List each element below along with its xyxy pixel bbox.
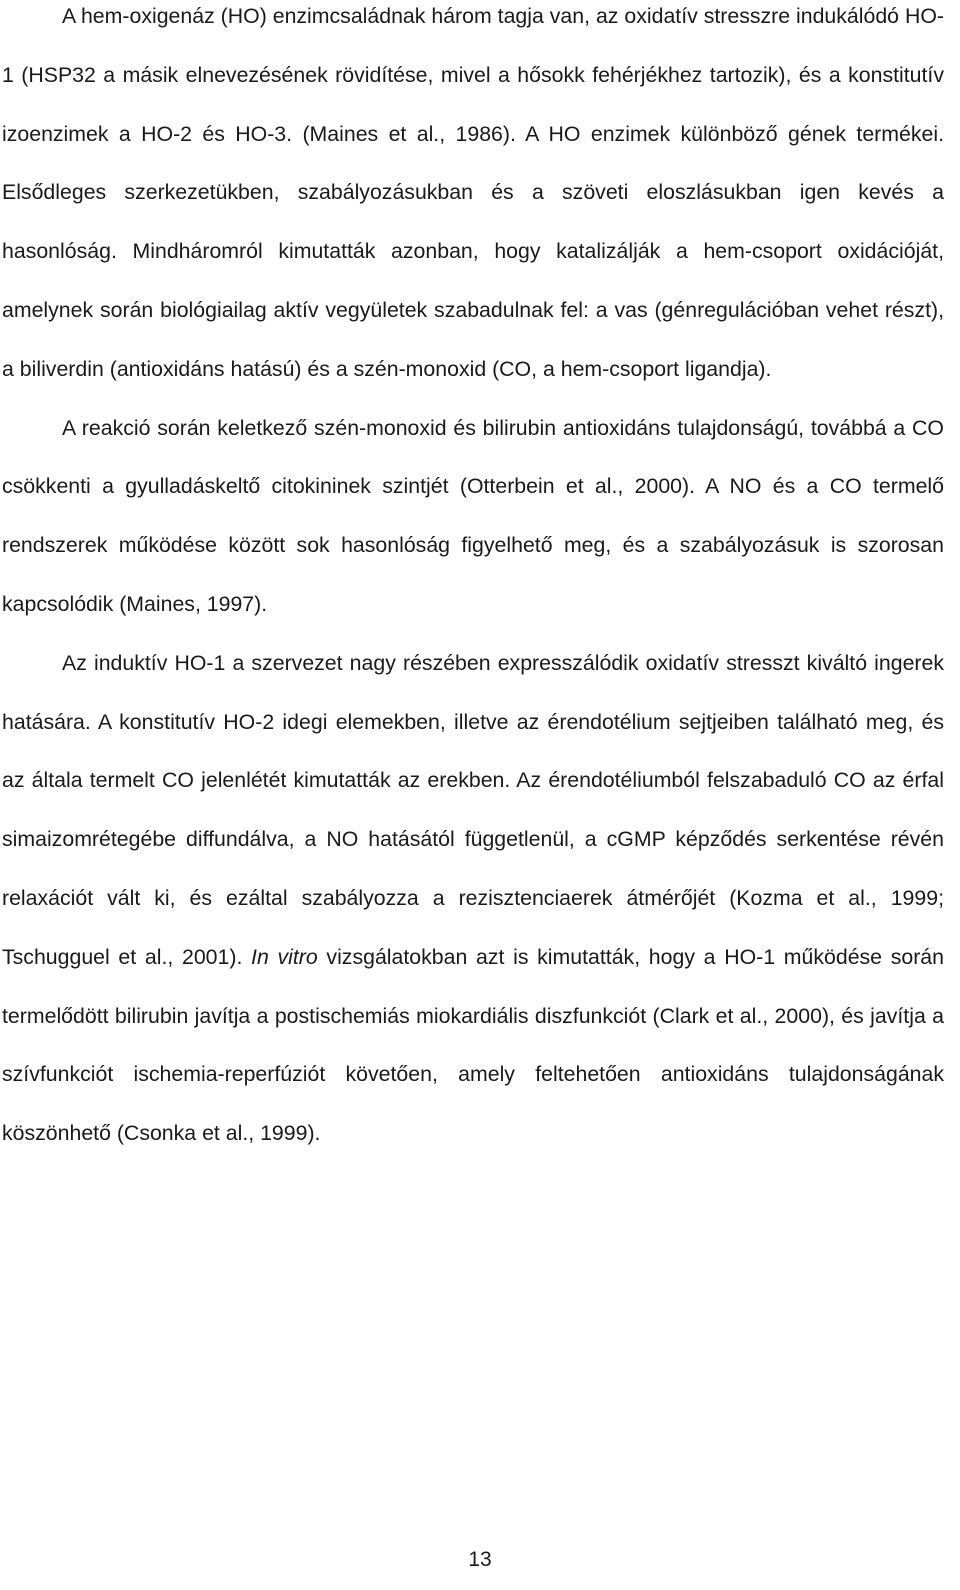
italic-term: In vitro bbox=[251, 944, 318, 969]
paragraph-text-segment: vizsgálatokban azt is kimutatták, hogy a HO-1 működése során termelődött bilirubin javítja a postischemiás miokardiális diszfunkciót (Clark et al., 2000), és javítja a szívfunkciót ischemia-reperfúziót követően, amely feltehetően antioxidáns tulajdonságának köszönhető (Csonka et al., 1999). bbox=[2, 944, 944, 1146]
paragraph-text-segment: Az induktív HO-1 a szervezet nagy részében expresszálódik oxidatív stresszt kiváltó ingerek hatására. A konstitutív HO-2 idegi elemekben, illetve az érendotélium sejtjeiben található meg, és az általa termelt CO jelenlétét kimutatták az erekben. Az érendotéliumból felszabaduló CO az érfal simaizomrétegébe diffundálva, a NO hatásától függetlenül, a cGMP képződés serkentése révén relaxációt vált ki, és ezáltal szabályozza a rezisztenciaerek átmérőjét (Kozma et al., 1999; Tschugguel et al., 2001). bbox=[2, 650, 944, 969]
paragraph-heme-oxygenase-family: A hem-oxigenáz (HO) enzimcsaládnak három tagja van, az oxidatív stresszre indukálódó HO-1 (HSP32 a másik elnevezésének rövidítése, mivel a hősokk fehérjékhez tartozik), és a konstitutív izoenzimek a HO-2 és HO-3. (Maines et al., 1986). A HO enzimek különböző gének termékei. Elsődleges szerkezetükben, szabályozásukban és a szöveti eloszlásukban igen kevés a hasonlóság. Mindháromról kimutatták azonban, hogy katalizálják a hem-csoport oxidációját, amelynek során biológiailag aktív vegyületek szabadulnak fel: a vas (génregulációban vehet részt), a biliverdin (antioxidáns hatású) és a szén-monoxid (CO, a hem-csoport ligandja). bbox=[2, 4, 944, 381]
document-body bbox=[2, 0, 944, 1163]
paragraph-carbon-monoxide-effects: A reakció során keletkező szén-monoxid és bilirubin antioxidáns tulajdonságú, továbbá a CO csökkenti a gyulladáskeltő citokininek szintjét (Otterbein et al., 2000). A NO és a CO termelő rendszerek működése között sok hasonlóság figyelhető meg, és a szabályozásuk is szorosan kapcsolódik (Maines, 1997). bbox=[2, 415, 944, 616]
paragraph-inducible-ho1 bbox=[2, 634, 944, 1163]
page-number: 13 bbox=[468, 1548, 492, 1571]
